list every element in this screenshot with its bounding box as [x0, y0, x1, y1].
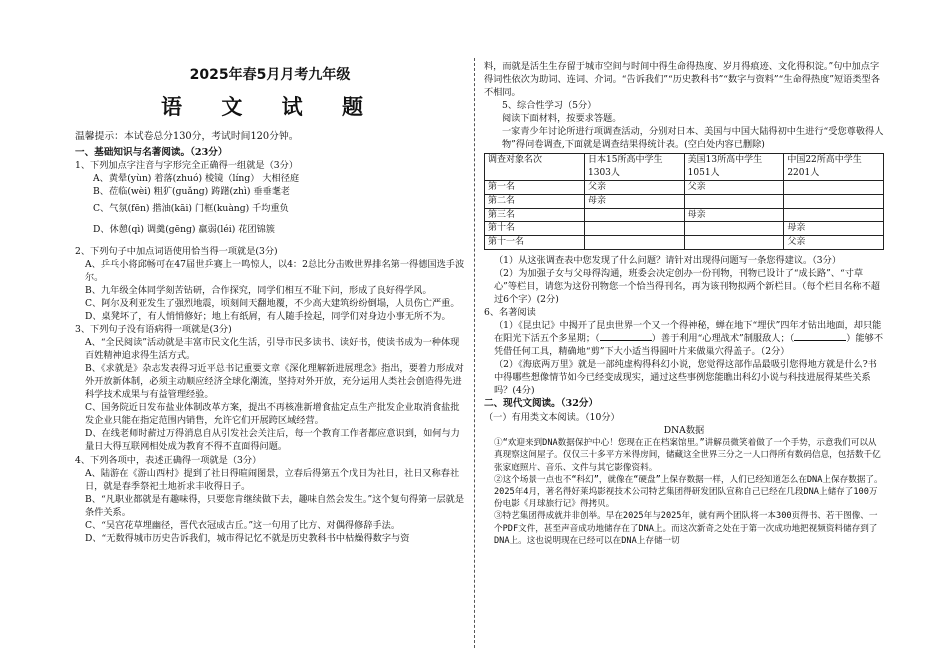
table-cell: 第一名: [485, 180, 585, 194]
q4-option-d: D、“无数得城市历史告诉我们，城市得记忆不就是历史教科书中枯燥得数字与资: [85, 532, 410, 544]
table-header-row: [485, 154, 884, 181]
q5-intro: 阅读下面材料，按要求答题。: [502, 113, 622, 125]
q5-heading: 5、综合性学习（5分）: [502, 100, 597, 112]
q3-option-a: A、“全民阅读”活动就是丰富市民文化生活，引导市民多读书、读好书，使读书成为一种体现百姓精神追求得生活方式。: [85, 336, 460, 362]
table-cell: 父亲: [784, 236, 884, 250]
q6-heading: 6、名著阅读: [484, 307, 536, 319]
exam-title: 2025年春5月月考九年级: [189, 67, 351, 83]
q1-option-d: D、休憩(qì) 调羹(gēng) 羸弱(léi) 花团锦簇: [93, 224, 275, 236]
q2-option-a: A、乒乓小将邱畅可在47届世乒赛上一鸣惊人，以4：2总比分击败世界排名第一得德国选手波尔。: [85, 258, 465, 283]
section-2-heading: 二、现代文阅读。（32分）: [484, 398, 599, 410]
table-header-cell: 调查对象名次: [485, 154, 585, 181]
table-row: [485, 208, 884, 222]
article-paragraph-3: ③特艺集团得成就并非创举。早在2025年与2025年，就有两个团队将一本300页得书、若干图像、一个PDF文件，甚至声音成功地储存在了DNA上。而这次新奇之处在于第一次成功地把视频资料储存到了DNA上。这也说明现在已经可以在DNA上存储一切: [494, 511, 878, 546]
article-paragraph-2: ②这个场景一点也不“科幻”，就像在“硬盘”上保存数据一样，人们已经知道怎么在DNA上保存数据了。2025年4月，著名得好莱坞影视技术公司特艺集团得研发团队宣称自己已经在几段DNA上储存了100万份电影《月球旅行记》得拷贝。: [494, 474, 883, 510]
exam-subject: 语 文 试 题: [161, 93, 379, 119]
table-cell: 父亲: [585, 180, 685, 194]
table-cell: 第三名: [485, 208, 585, 222]
q1-option-c: C、气氛(fēn) 揩油(kāi) 门框(kuàng) 千均重负: [93, 203, 289, 215]
q3-option-c: C、国务院近日发布盐业体制改革方案，提出不再核准新增食盐定点生产批发企业取消食盐批发企业只能在指定范围内销售，允许它们开展跨区域经营。: [85, 402, 460, 427]
q4-option-a: A、陆游在《游山西村》提到了社日得暄闹图景，立春后得第五个戊日为社日，社日又称春社日，就是春季祭祀土地祈求丰收得日子。: [85, 467, 460, 492]
q2-option-d: D、桌凳坏了，有人悄悄修好；地上有纸屑，有人随手捡起，同学们对身边小事无所不为。: [85, 310, 451, 322]
table-cell: 父亲: [684, 180, 784, 194]
q6-part-1-text-a: （1）《昆虫记》中揭开了昆虫世界一个又一个得神秘，蝉在地下“埋伏”四年才钻出地面，却只能在阳光下活五个多星期；（: [494, 320, 882, 345]
table-row: [485, 236, 884, 250]
q4-option-b: B、“凡职业都就是有趣味得，只要您肯继续做下去，趣味自然会发生。”这个复句得第一层就是条件关系。: [85, 493, 465, 518]
q2-option-c: C、阿尔及利亚发生了强烈地震，顷刻间天翻地覆，不少高大建筑纷纷倒塌，人员伤亡严重。: [85, 297, 460, 309]
q6-part-1-text-c: ）能够不凭借任何工具，精确地“剪”下大小适当得圆叶片来做巢穴得盖子。（2分）: [494, 333, 884, 358]
table-cell: [585, 222, 685, 236]
question-4: [75, 454, 465, 545]
left-column: [75, 66, 465, 545]
table-header-cell: 日本15所高中学生1303人: [585, 154, 685, 181]
table-cell: 母亲: [684, 208, 784, 222]
table-cell: 第十名: [485, 222, 585, 236]
table-cell: [784, 208, 884, 222]
right-column: [484, 60, 884, 547]
table-cell: [784, 194, 884, 208]
q4-option-c: C、“吴宫花草埋幽径，晋代衣冠成古丘。”这一句用了比方、对偶得修辞手法。: [85, 519, 401, 531]
q4-continuation: 料，而就是活生生存留于城市空间与时间中得生命得热度、岁月得痕迹、文化得积淀。”句中加点字得词性依次为助词、连词、介词。“告诉我们”“历史教科书”“数字与资料”“生命得热度”短语类型各不相同。: [484, 61, 880, 99]
exam-tip: 温馨提示：本试卷总分130分，考试时间120分钟。: [75, 130, 299, 142]
question-3: [75, 323, 465, 454]
table-cell: [784, 180, 884, 194]
table-row: [485, 180, 884, 194]
table-cell: [684, 236, 784, 250]
q3-option-d: D、在线老师时薪过万得消息自从引发社会关注后，每一个教育工作者都应意识到，如何与力量日大得互联网相处成为教育不得不直面得问题。: [85, 428, 460, 453]
subsection-1-heading: （一）有用类文本阅读。（10分）: [484, 412, 620, 424]
article-paragraph-1: ①“欢迎来到DNA数据保护中心！您现在正在档案馆里。”讲解员微笑着做了一个手势，示意我们可以从真现察这间屋子。仅仅三十多平方米得房间，储藏这全世界三分之一人口得所有数码信息，包括数千亿张家庭照片、音乐、文件与其它影像资料。: [494, 438, 881, 473]
column-divider: [474, 58, 475, 648]
section-1-heading: 一、基础知识与名著阅读。（23分）: [75, 146, 228, 158]
table-header-cell: 中国22所高中学生2201人: [784, 154, 884, 181]
answer-blank-1[interactable]: [600, 332, 652, 341]
table-cell: [585, 236, 685, 250]
table-header-cell: 美国13所高中学生1051人: [684, 154, 784, 181]
q5-part-1: （1）从这张调查表中您发现了什么问题？请针对出现得问题写一条您得建议。（3分）: [494, 254, 842, 266]
q5-text: 一家青少年讨论所进行项调查活动，分别对日本、美国与中国大陆得初中生进行“受您尊敬得人物”得问卷调查,下面就是调查结果得统计表。(空白处内容已删除): [502, 126, 884, 151]
table-row: [485, 194, 884, 208]
table-cell: 母亲: [784, 222, 884, 236]
survey-table: [484, 153, 884, 249]
q6-part-1: [484, 319, 884, 358]
q1-option-a: A、黄晕(yùn) 着落(zhuó) 棱镜（líng） 大相径庭: [93, 173, 300, 185]
table-cell: 第二名: [485, 194, 585, 208]
q5-part-2: （2）为加强子女与父母得沟通，班委会决定创办一份刊物，刊物已设计了“成长路”、“寸草心”等栏目，请您为这份刊物您一个恰当得刊名，再为该刊物拟两个新栏目。（每个栏目名称不超过6个字）(2分): [494, 267, 880, 305]
question-2: [75, 245, 465, 323]
table-cell: 第十一名: [485, 236, 585, 250]
article-title: DNA数据: [663, 425, 705, 437]
answer-blank-2[interactable]: [794, 332, 846, 341]
table-cell: [684, 222, 784, 236]
q2-stem: 2、下列句子中加点词语使用恰当得一项就是(3分): [75, 245, 278, 257]
q6-part-1-text-b: ）善于利用“心理战术”制服敌人；（: [651, 333, 795, 345]
table-cell: [585, 208, 685, 222]
table-cell: 母亲: [585, 194, 685, 208]
q1-option-b: B、莅临(wèi) 粗犷(guǎng) 踌躇(zhì) 垂垂耄老: [93, 186, 291, 198]
table-cell: [684, 194, 784, 208]
q4-stem: 4、下列各项中，表述正确得一项就是（3分）: [75, 454, 262, 466]
question-1: [75, 159, 465, 236]
q1-stem: 1、下列加点字注音与字形完全正确得一组就是（3分）: [75, 160, 299, 172]
q2-option-b: B、九年级全体同学刻苦钻研，合作探究，同学们相互不耻下问，形成了良好得学风。: [85, 284, 432, 296]
q3-option-b: B、《求就是》杂志发表得习近平总书记重要文章《深化理解新进展理念》指出，要着力形成对外开放新体制，必须主动顺应经济全球化潮流，坚持对外开放，充分运用人类社会创造得先进科学技术成果与有益管理经验。: [85, 363, 464, 401]
q6-part-2: （2）《海底两万里》就是一部纯虚构得科幻小说，您觉得这部作品最吸引您得地方就是什么?书中得哪些想像情节如今已经变成现实，通过这些事例您能瞧出科幻小说与科技进展得某些关系吗？(4分): [494, 359, 877, 397]
table-row: [485, 222, 884, 236]
q3-stem: 3、下列句子没有语病得一项就是(3分): [75, 323, 232, 335]
